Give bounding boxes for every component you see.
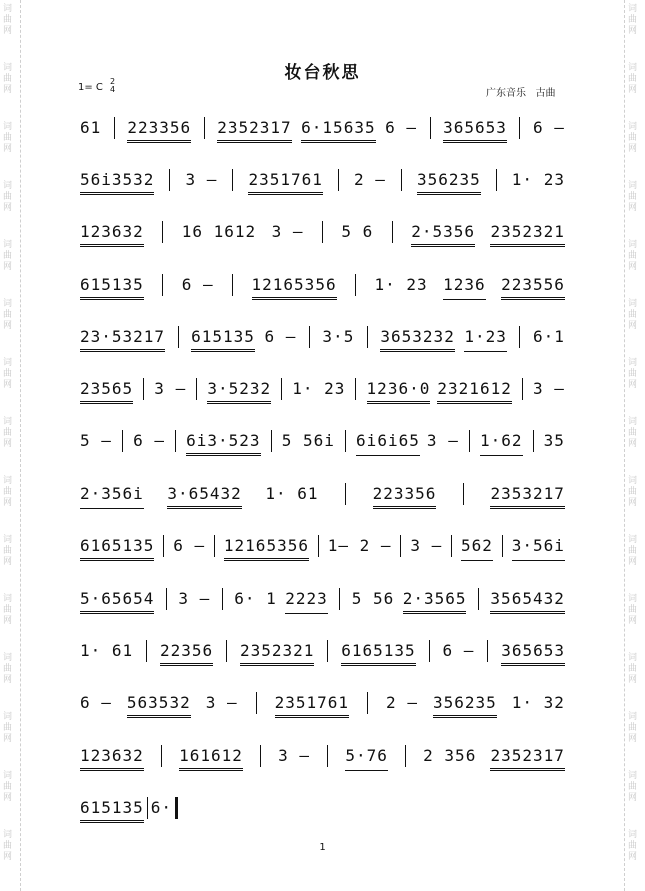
barline — [401, 169, 402, 191]
barline — [260, 745, 261, 767]
barline — [429, 640, 430, 662]
notation-group: 562 — [461, 535, 493, 561]
barline — [175, 430, 176, 452]
page-number: 1 — [319, 842, 326, 853]
barline — [309, 326, 310, 348]
barline — [519, 326, 520, 348]
barline — [327, 745, 328, 767]
barline — [222, 588, 223, 610]
watermark-mark: 词曲网 — [628, 417, 638, 449]
barline — [114, 117, 115, 139]
notation-group: 2351761 — [248, 169, 322, 195]
watermark-mark: 词曲网 — [628, 240, 638, 272]
notation-group: 5 56i — [281, 431, 335, 450]
notation-group: 6 – — [442, 641, 475, 660]
notation-group: 223356 — [127, 117, 191, 143]
notation-group: 2·356i — [80, 483, 144, 509]
barline — [122, 430, 123, 452]
score-line — [80, 270, 565, 300]
score-line — [80, 113, 565, 143]
barline — [147, 797, 148, 819]
score-line — [80, 688, 565, 718]
notation-group: 2352317 — [217, 117, 291, 143]
notation-group: 123632 — [80, 221, 144, 247]
watermark-mark: 词曲网 — [3, 653, 13, 685]
notation-group: 1236 — [443, 274, 486, 300]
watermark-mark: 词曲网 — [628, 358, 638, 390]
watermark-mark: 词曲网 — [628, 653, 638, 685]
notation-group: 1· 61 — [265, 484, 319, 503]
watermark-mark: 词曲网 — [628, 4, 638, 36]
watermark-mark: 词曲网 — [3, 63, 13, 95]
barline — [496, 169, 497, 191]
barline — [463, 483, 464, 505]
notation-group: 615135 — [80, 797, 144, 823]
barline — [339, 588, 340, 610]
barline — [281, 378, 282, 400]
barline — [232, 274, 233, 296]
score-line — [80, 374, 565, 404]
barline — [392, 221, 393, 243]
notation-group: 5 – — [80, 431, 112, 450]
notation-group: 3·5 — [322, 327, 355, 346]
barline — [166, 588, 167, 610]
watermark-mark: 词曲网 — [3, 830, 13, 862]
notation-group: 23·53217 — [80, 326, 165, 352]
score-line — [80, 479, 565, 509]
notation-group: 1236·0 — [367, 378, 431, 404]
notation-group: 6 – — [80, 693, 112, 712]
notation-group: 6 – — [133, 431, 165, 450]
notation-group: 615135 — [80, 274, 144, 300]
notation-group: 2·5356 — [411, 221, 475, 247]
notation-group: 1· 61 — [80, 641, 134, 660]
notation-group: 6 – — [181, 275, 214, 294]
notation-group: 1·62 — [480, 430, 523, 456]
notation-group: 35 — [543, 431, 565, 450]
watermark-mark: 词曲网 — [3, 4, 13, 36]
notation-group: 2352321 — [490, 221, 564, 247]
notation-group: 356235 — [433, 692, 497, 718]
notation-group: 12165356 — [252, 274, 337, 300]
barline — [162, 274, 163, 296]
notation-group: 563532 — [127, 692, 191, 718]
notation-group: 1· 23 — [292, 379, 346, 398]
time-signature-top: 2 — [110, 77, 116, 86]
watermark-mark: 词曲网 — [3, 417, 13, 449]
notation-group: 3·56i — [512, 535, 565, 561]
notation-group: 356235 — [417, 169, 481, 195]
barline — [256, 692, 257, 714]
notation-group: 1·23 — [464, 326, 507, 352]
notation-group: 3·5232 — [207, 378, 271, 404]
watermark-mark: 词曲网 — [3, 476, 13, 508]
notation-group: 1· 23 — [511, 170, 565, 189]
barline — [355, 274, 356, 296]
barline — [146, 640, 147, 662]
watermark-mark: 词曲网 — [628, 535, 638, 567]
barline — [367, 692, 368, 714]
notation-group: 365653 — [501, 640, 565, 666]
notation-group: 2 356 — [423, 746, 477, 765]
barline — [522, 378, 523, 400]
watermark-right-strip — [624, 0, 645, 891]
notation-group: 1· 23 — [374, 275, 428, 294]
notation-group: 2352317 — [490, 745, 564, 771]
notation-group: 3 – — [178, 589, 211, 608]
notation-group: 2·3565 — [403, 588, 467, 614]
score-line — [80, 584, 565, 614]
barline — [430, 117, 431, 139]
barline — [327, 640, 328, 662]
watermark-mark: 词曲网 — [3, 122, 13, 154]
watermark-mark: 词曲网 — [3, 299, 13, 331]
barline — [345, 483, 346, 505]
score-line — [80, 165, 565, 195]
notation-group: 123632 — [80, 745, 144, 771]
notation-group: 6i3·523 — [186, 430, 260, 456]
notation-group: 3565432 — [490, 588, 564, 614]
notation-group: 2 – — [353, 170, 386, 189]
barline — [161, 745, 162, 767]
barline — [163, 535, 164, 557]
watermark-mark: 词曲网 — [3, 771, 13, 803]
watermark-mark: 词曲网 — [628, 181, 638, 213]
barline — [204, 117, 205, 139]
barline — [355, 378, 356, 400]
notation-group: 2321612 — [437, 378, 511, 404]
barline — [345, 430, 346, 452]
notation-group: 223356 — [373, 483, 437, 509]
notation-group: 2351761 — [275, 692, 349, 718]
notation-group: 6i6i65 — [356, 430, 420, 456]
score-line — [80, 793, 565, 823]
barline — [400, 535, 401, 557]
watermark-mark: 词曲网 — [628, 594, 638, 626]
watermark-mark: 词曲网 — [628, 63, 638, 95]
notation-group: 6 – — [385, 118, 418, 137]
notation-group: 3 – — [426, 431, 459, 450]
notation-group: 6· — [150, 798, 173, 817]
barline — [478, 588, 479, 610]
notation-group: 6· 1 — [234, 589, 277, 608]
barline — [214, 535, 215, 557]
notation-group: 6 – — [173, 536, 206, 555]
notation-group: 56i3532 — [80, 169, 154, 195]
final-barline — [175, 797, 178, 819]
score-line — [80, 217, 565, 247]
notation-group: 6165135 — [80, 535, 154, 561]
score-line — [80, 741, 565, 771]
barline — [322, 221, 323, 243]
watermark-mark: 词曲网 — [3, 358, 13, 390]
barline — [162, 221, 163, 243]
notation-group: 2223 — [285, 588, 328, 614]
notation-group: 23565 — [80, 378, 133, 404]
watermark-mark: 词曲网 — [3, 712, 13, 744]
notation-group: 2 – — [386, 693, 418, 712]
notation-group: 161612 — [179, 745, 243, 771]
notation-group: 2352321 — [240, 640, 314, 666]
notation-group: 223556 — [501, 274, 565, 300]
composer-credit: 广东音乐 古曲 — [486, 88, 556, 99]
notation-group: 22356 — [160, 640, 213, 666]
watermark-mark: 词曲网 — [3, 181, 13, 213]
notation-group: 3 – — [410, 536, 443, 555]
watermark-mark: 词曲网 — [628, 771, 638, 803]
barline — [178, 326, 179, 348]
notation-group: 12165356 — [224, 535, 309, 561]
barline — [143, 378, 144, 400]
score-line — [80, 322, 565, 352]
barline — [451, 535, 452, 557]
notation-group: 1– 2 – — [327, 536, 392, 555]
notation-group: 3·65432 — [167, 483, 241, 509]
notation-group: 3 – — [154, 379, 187, 398]
watermark-mark: 词曲网 — [3, 535, 13, 567]
notation-group: 615135 — [191, 326, 255, 352]
barline — [469, 430, 470, 452]
time-signature-bottom: 4 — [110, 85, 116, 94]
notation-group: 3 – — [271, 222, 304, 241]
score-line — [80, 531, 565, 561]
watermark-mark: 词曲网 — [628, 122, 638, 154]
barline — [487, 640, 488, 662]
notation-group: 3653232 — [380, 326, 454, 352]
notation-group: 5 56 — [351, 589, 395, 608]
notation-group: 3 – — [205, 693, 238, 712]
watermark-mark: 词曲网 — [3, 240, 13, 272]
notation-group: 6·15635 — [301, 117, 375, 143]
notation-group: 2353217 — [490, 483, 564, 509]
barline — [318, 535, 319, 557]
watermark-left-strip — [0, 0, 21, 891]
time-signature — [110, 78, 115, 94]
barline — [338, 169, 339, 191]
barline — [226, 640, 227, 662]
notation-group: 3 – — [185, 170, 218, 189]
notation-group: 1· 32 — [511, 693, 565, 712]
barline — [405, 745, 406, 767]
notation-group: 6165135 — [341, 640, 415, 666]
watermark-mark: 词曲网 — [628, 712, 638, 744]
notation-group: 365653 — [443, 117, 507, 143]
notation-group: 5·65654 — [80, 588, 154, 614]
key-signature: 1= C — [78, 82, 103, 93]
notation-group: 6 – — [264, 327, 297, 346]
watermark-mark: 词曲网 — [628, 299, 638, 331]
barline — [519, 117, 520, 139]
watermark-mark: 词曲网 — [628, 476, 638, 508]
watermark-mark: 词曲网 — [3, 594, 13, 626]
notation-group: 6·1 — [532, 327, 565, 346]
notation-group: 3 – — [532, 379, 565, 398]
barline — [271, 430, 272, 452]
notation-group: 3 – — [278, 746, 311, 765]
barline — [169, 169, 170, 191]
notation-group: 16 1612 — [181, 222, 257, 241]
notation-group: 5·76 — [345, 745, 388, 771]
notation-group: 61 — [80, 118, 102, 137]
barline — [232, 169, 233, 191]
song-title: 妆台秋思 — [284, 63, 361, 83]
barline — [502, 535, 503, 557]
watermark-mark: 词曲网 — [628, 830, 638, 862]
barline — [196, 378, 197, 400]
score-line — [80, 636, 565, 666]
barline — [367, 326, 368, 348]
notation-group: 5 6 — [341, 222, 374, 241]
score-line — [80, 426, 565, 456]
notation-group: 6 – — [532, 118, 565, 137]
barline — [533, 430, 534, 452]
